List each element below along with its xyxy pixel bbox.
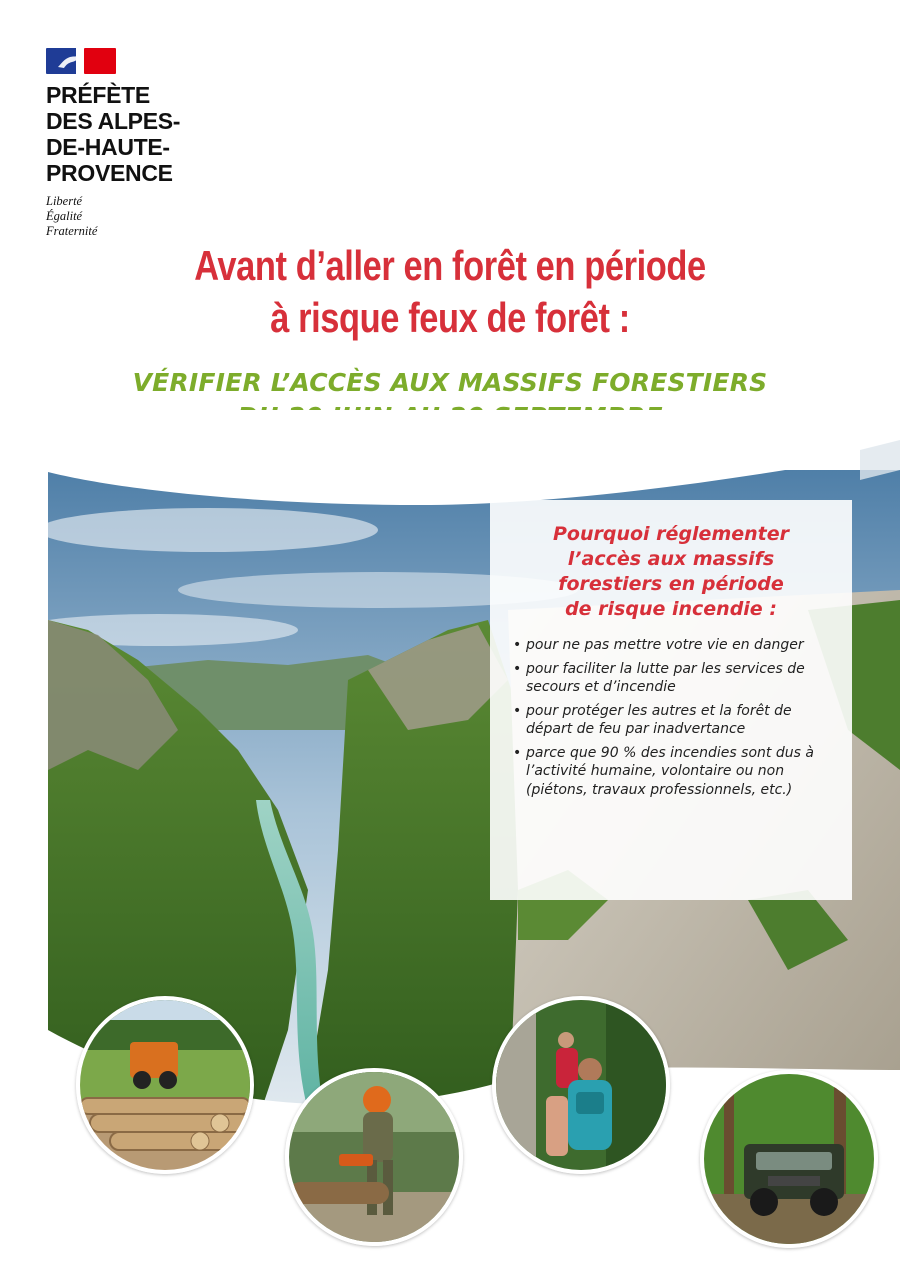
subtitle-line: VÉRIFIER L’ACCÈS AUX MASSIFS FORESTIERS xyxy=(132,368,768,397)
page-title xyxy=(130,240,770,344)
prefecture-logo xyxy=(46,48,206,239)
info-heading-line: de risque incendie : xyxy=(565,598,777,620)
prefecture-line: PROVENCE xyxy=(46,160,173,186)
motto-line: Fraternité xyxy=(46,224,98,238)
logging-photo xyxy=(76,996,254,1174)
reason-item: • parce que 90 % des incendies sont dus à l’activité humaine, volontaire ou non (piétons, travaux professionnels, etc.) xyxy=(514,744,836,800)
chainsaw-worker-photo xyxy=(285,1068,463,1246)
motto-line: Égalité xyxy=(46,209,83,223)
info-heading xyxy=(510,522,832,622)
motto-line: Liberté xyxy=(46,194,83,208)
reasons-list xyxy=(490,636,852,799)
prefecture-line: PRÉFÈTE xyxy=(46,82,150,108)
prefecture-line: DE-HAUTE- xyxy=(46,134,170,160)
info-box xyxy=(490,500,852,900)
title-line: Avant d’aller en forêt en période xyxy=(194,242,706,289)
info-heading-line: l’accès aux massifs xyxy=(567,548,775,570)
hikers-photo xyxy=(492,996,670,1174)
title-line: à risque feux de forêt : xyxy=(270,294,630,341)
marianne-flag-icon xyxy=(46,48,116,74)
reason-item: • pour faciliter la lutte par les services de secours et d’incendie xyxy=(514,660,836,697)
info-heading-line: Pourquoi réglementer xyxy=(553,523,789,545)
prefecture-name xyxy=(46,82,206,186)
4x4-vehicle-photo xyxy=(700,1070,878,1248)
reason-item: • pour ne pas mettre votre vie en danger xyxy=(514,636,836,655)
republic-motto xyxy=(46,194,206,239)
info-heading-line: forestiers en période xyxy=(558,573,784,595)
prefecture-line: DES ALPES- xyxy=(46,108,181,134)
reason-item: • pour protéger les autres et la forêt de départ de feu par inadvertance xyxy=(514,702,836,739)
